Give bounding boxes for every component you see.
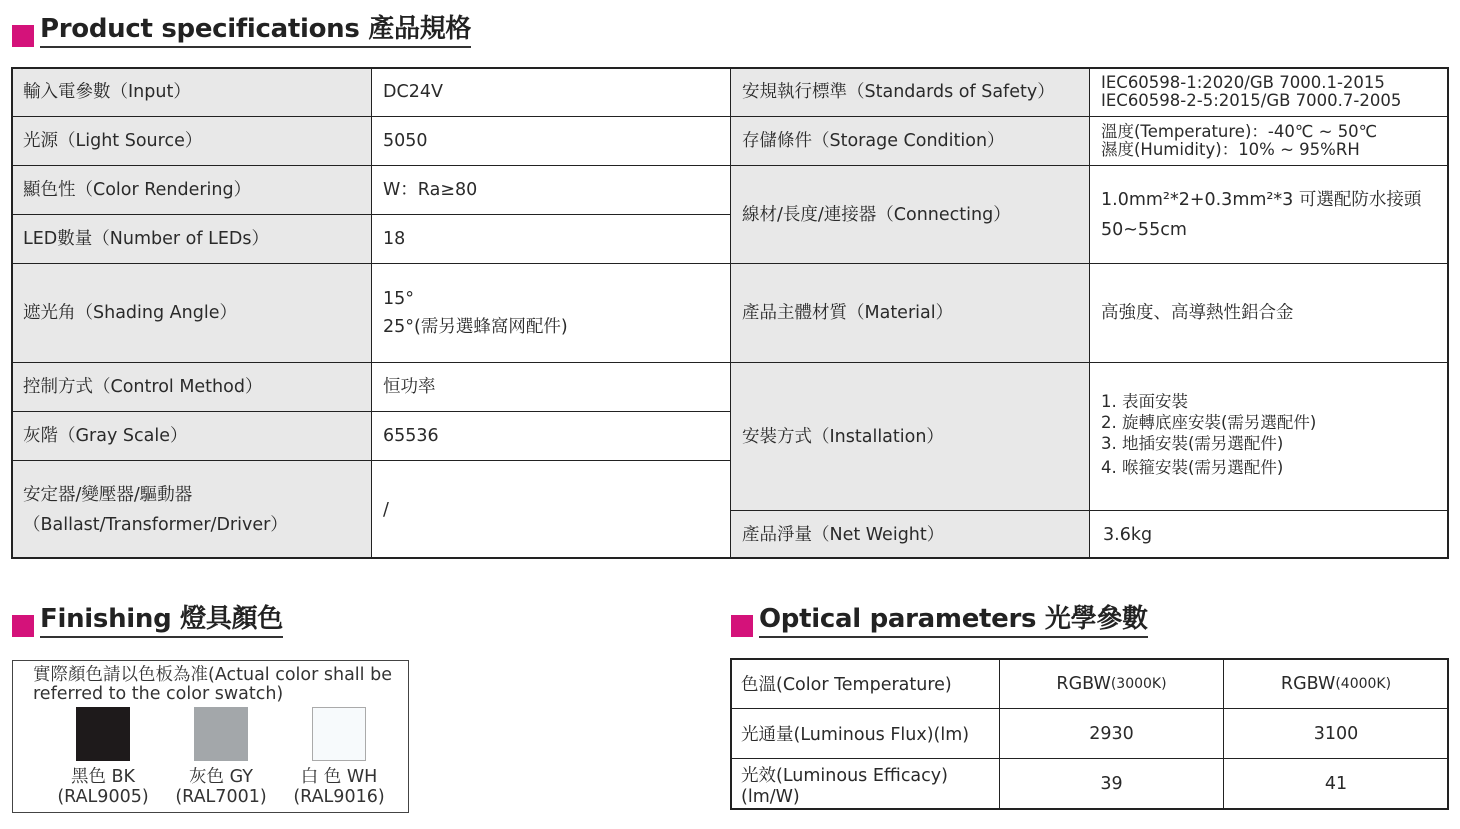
spec-label-color-rendering: 顯色性（Color Rendering） — [11, 165, 372, 215]
section-marker-icon — [12, 25, 34, 47]
installation-line: 4. 喉箍安裝(需另選配件) — [1101, 458, 1284, 477]
spec-label-installation: 安裝方式（Installation） — [730, 362, 1090, 511]
installation-line: 1. 表面安裝 — [1101, 392, 1188, 411]
optical-row-label: 光效(Luminous Efficacy)(lm/W) — [730, 758, 1000, 810]
spec-label-driver — [11, 460, 372, 559]
optical-value: 2930 — [999, 708, 1224, 759]
spec-label-shading-angle: 遮光角（Shading Angle） — [11, 263, 372, 363]
optical-value: 39 — [999, 758, 1224, 810]
section-title: Optical parameters 光學參數 — [759, 604, 1148, 638]
header-sub: (4000K) — [1335, 675, 1392, 692]
spec-value-shading-angle — [371, 263, 731, 363]
storage-line: 溫度(Temperature)：-40℃ ~ 50℃ — [1101, 122, 1378, 141]
finishing-panel — [12, 660, 409, 813]
installation-line: 2. 旋轉底座安裝(需另選配件) — [1101, 413, 1317, 432]
connecting-line: 1.0mm²*2+0.3mm²*3 可選配防水接頭 — [1101, 189, 1422, 210]
spec-value-control-method: 恒功率 — [371, 362, 731, 412]
installation-line: 3. 地插安裝(需另選配件) — [1101, 434, 1284, 453]
spec-label-safety: 安規執行標準（Standards of Safety） — [730, 67, 1090, 117]
spec-label-led-count: LED數量（Number of LEDs） — [11, 214, 372, 264]
spec-value-installation — [1089, 362, 1449, 511]
color-swatch — [312, 707, 366, 761]
storage-line: 濕度(Humidity)：10% ~ 95%RH — [1101, 140, 1360, 159]
swatch-name: 白 色 WH — [300, 767, 378, 787]
safety-line: IEC60598-2-5:2015/GB 7000.7-2005 — [1101, 91, 1402, 110]
spec-label-control-method: 控制方式（Control Method） — [11, 362, 372, 412]
product-specifications-heading — [12, 14, 471, 48]
optical-parameters-heading — [731, 604, 1148, 638]
safety-line: IEC60598-1:2020/GB 7000.1-2015 — [1101, 73, 1385, 92]
spec-label-storage: 存儲條件（Storage Condition） — [730, 116, 1090, 166]
optical-header-3000k — [999, 658, 1224, 709]
driver-label-line: 安定器/變壓器/驅動器 — [23, 484, 193, 505]
spec-value-driver: / — [371, 460, 731, 559]
header-sub: (3000K) — [1110, 675, 1167, 692]
swatch-name: 黑色 BK — [70, 767, 136, 787]
swatch-name: 灰色 GY — [189, 767, 253, 787]
header-main: RGBW — [1280, 673, 1336, 694]
optical-header-label: 色溫(Color Temperature) — [730, 658, 1000, 709]
section-title: Product specifications 產品規格 — [40, 14, 471, 48]
swatch-code: (RAL7001) — [175, 787, 267, 807]
section-marker-icon — [12, 615, 34, 637]
optical-row-label: 光通量(Luminous Flux)(lm) — [730, 708, 1000, 759]
spec-value-light-source: 5050 — [371, 116, 731, 166]
optical-value: 41 — [1223, 758, 1449, 810]
spec-value-input: DC24V — [371, 67, 731, 117]
spec-value-material: 高強度、高導熱性鋁合金 — [1089, 263, 1449, 363]
color-swatch — [76, 707, 130, 761]
swatch-black — [53, 707, 153, 807]
spec-label-gray-scale: 灰階（Gray Scale） — [11, 411, 372, 461]
section-title: Finishing 燈具顏色 — [40, 604, 283, 638]
section-marker-icon — [731, 615, 753, 637]
spec-value-gray-scale: 65536 — [371, 411, 731, 461]
spec-value-led-count: 18 — [371, 214, 731, 264]
swatch-gray — [171, 707, 271, 807]
spec-value-connecting — [1089, 165, 1449, 264]
finishing-heading — [12, 604, 283, 638]
spec-label-net-weight: 產品淨量（Net Weight） — [730, 510, 1090, 559]
swatch-white — [289, 707, 389, 807]
spec-value-net-weight: 3.6kg — [1089, 510, 1449, 559]
swatch-code: (RAL9005) — [57, 787, 149, 807]
spec-label-material: 產品主體材質（Material） — [730, 263, 1090, 363]
optical-value: 3100 — [1223, 708, 1449, 759]
spec-label-light-source: 光源（Light Source） — [11, 116, 372, 166]
header-main: RGBW — [1056, 673, 1111, 694]
spec-label-connecting: 線材/長度/連接器（Connecting） — [730, 165, 1090, 264]
spec-value-storage — [1089, 116, 1449, 166]
optical-header-4000k — [1223, 658, 1449, 709]
swatch-code: (RAL9016) — [293, 787, 385, 807]
spec-value-color-rendering: W：Ra≥80 — [371, 165, 731, 215]
spec-value-safety — [1089, 67, 1449, 117]
connecting-line: 50~55cm — [1101, 219, 1187, 240]
shading-angle-line: 15° — [383, 289, 415, 309]
color-swatch — [194, 707, 248, 761]
shading-angle-line: 25°(需另選蜂窩网配件) — [383, 317, 568, 337]
spec-label-input: 輸入電參數（Input） — [11, 67, 372, 117]
driver-label-line: （Ballast/Transformer/Driver） — [23, 514, 288, 535]
finishing-note: 實際顏色請以色板為准(Actual color shall be referred to the color swatch) — [33, 665, 392, 704]
